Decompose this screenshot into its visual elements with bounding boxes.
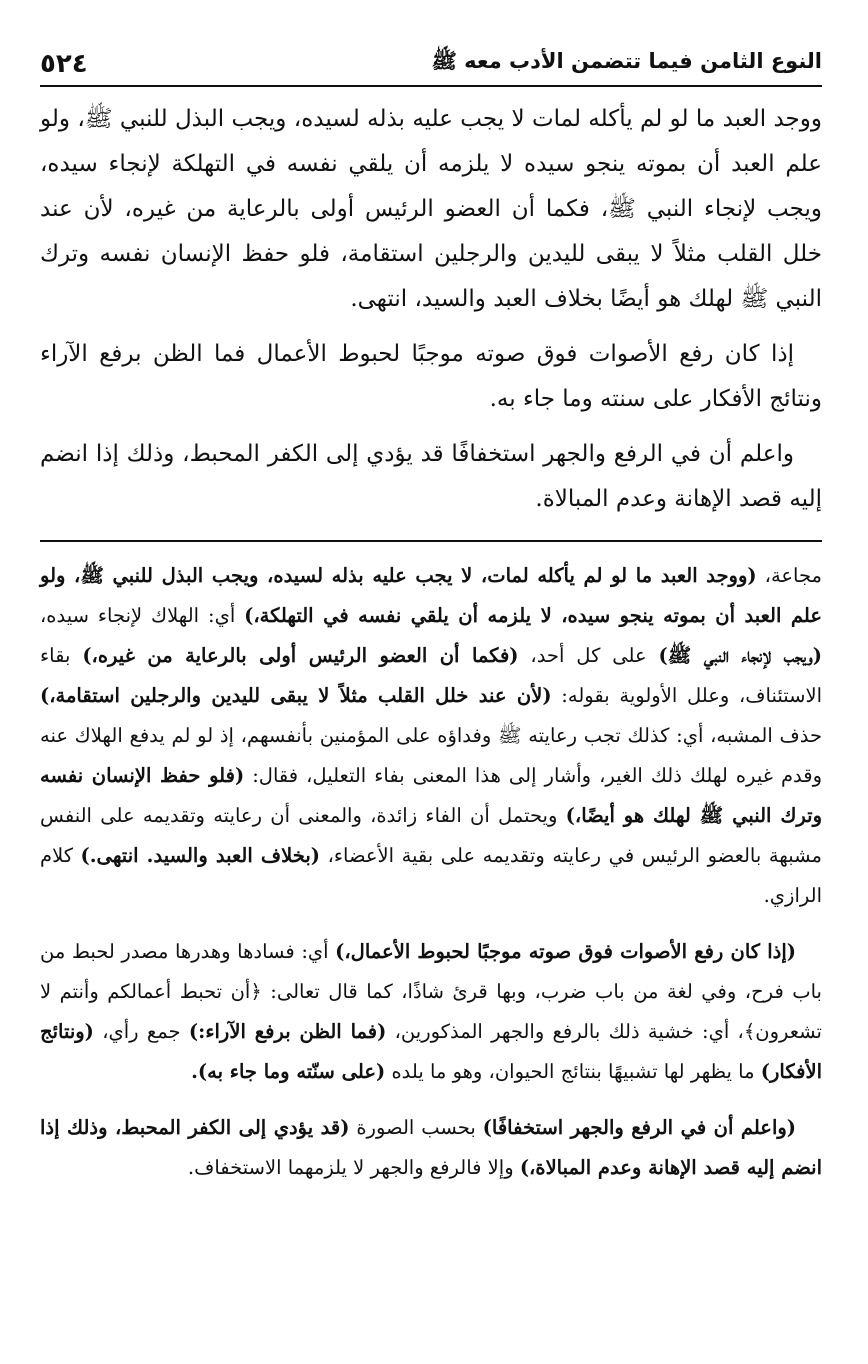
commentary-text: أي: الهلاك لإنجاء سيده، [40,604,245,627]
quoted-matn: (ووجد العبد ما لو لم يأكله لمات، لا يجب عليه بذله لسيده، ويجب البذل للنبي ﷺ، ولو علم العبد أن بموته ينجو سيده، لا يلزمه أن يلقي نفسه في التهلكة،) [40,564,822,627]
commentary-paragraph [40,556,822,916]
running-header [40,48,822,87]
quoted-matn: (واعلم أن في الرفع والجهر استخفافًا) [482,1116,797,1139]
commentary-paragraph [40,1108,822,1188]
commentary-text: مجاعة، [756,564,823,587]
quoted-matn: (ونتائج الأفكار) [40,1020,822,1083]
quoted-matn: (على سنّته وما جاء به). [191,1060,386,1083]
commentary-text: كلام الرازي. [40,844,822,907]
commentary-text: ما يظهر لها تشبيهًا بنتائج الحيوان، وهو ما يلده [385,1060,761,1083]
book-page [40,48,822,1204]
commentary-text: حذف المشبه، أي: كذلك تجب رعايته ﷺ وفداؤه على المؤمنين بأنفسهم، إذ لو لم يدفع الهلاك عنه وقدم غيره لهلك ذلك الغير، وأشار إلى هذا المعنى بفاء التعليل، فقال: [40,724,822,787]
commentary-text: وإلا فالرفع والجهر لا يلزمهما الاستخفاف. [187,1156,520,1179]
quoted-matn: (لأن عند خلل القلب مثلاً لا يبقى لليدين والرجلين استقامة،) [40,684,552,707]
page-number: ٥٢٤ [40,49,88,79]
quoted-matn: (قد يؤدي إلى الكفر المحبط، وذلك إذا انضم إليه قصد الإهانة وعدم المبالاة،) [40,1116,822,1179]
commentary-paragraph [40,932,822,1092]
main-paragraph: إذا كان رفع الأصوات فوق صوته موجبًا لحبوط الأعمال فما الظن برفع الآراء ونتائج الأفكار على سنته وما جاء به. [40,341,822,412]
running-title: النوع الثامن فيما تتضمن الأدب معه ﷺ [431,49,822,73]
main-paragraph: واعلم أن في الرفع والجهر استخفافًا قد يؤدي إلى الكفر المحبط، وذلك إذا انضم إليه قصد الإهانة وعدم المبالاة. [40,441,822,512]
commentary [40,556,822,1188]
quoted-matn: (فما الظن برفع الآراء:) [188,1020,387,1043]
commentary-text: بحسب الصورة [349,1116,483,1139]
footnote-divider [40,540,822,542]
main-text [40,97,822,522]
quoted-matn: (إذا كان رفع الأصوات فوق صوته موجبًا لحبوط الأعمال،) [335,940,796,963]
commentary-text: على كل أحد، [518,644,659,667]
quoted-matn: (ويجب لإنجاء النبي ﷺ) [658,644,822,667]
main-paragraph: ووجد العبد ما لو لم يأكله لمات لا يجب عليه بذله لسيده، ويجب البذل للنبي ﷺ، ولو علم العبد أن بموته ينجو سيده لا يلزمه أن يلقي نفسه في التهلكة لإنجاء سيده، ويجب لإنجاء النبي ﷺ، فكما أن العضو الرئيس أولى بالرعاية من غيره، لأن عند خلل القلب مثلاً لا يبقى لليدين والرجلين استقامة، فلو حفظ الإنسان نفسه وترك النبي ﷺ لهلك هو أيضًا بخلاف العبد والسيد، انتهى. [40,106,822,312]
quoted-matn: (فكما أن العضو الرئيس أولى بالرعاية من غيره،) [82,644,519,667]
commentary-text: بقاء الاستئناف، وعلل الأولوية بقوله: [40,644,822,707]
commentary-text: أي: فسادها وهدرها مصدر لحبط من باب فرح، وفي لغة من باب ضرب، وبها قرئ شاذًا، كما قال تعالى: ﴿أن تحبط أعمالكم وأنتم لا تشعرون﴾، أي: خشية ذلك بالرفع والجهر المذكورين، [40,940,822,1043]
quoted-matn: (فلو حفظ الإنسان نفسه وترك النبي ﷺ لهلك هو أيضًا،) [40,764,822,827]
quoted-matn: (بخلاف العبد والسيد. انتهى.) [80,844,321,867]
commentary-text: جمع رأي، [93,1020,189,1043]
commentary-text: ويحتمل أن الفاء زائدة، والمعنى أن رعايته وتقديمه على النفس مشبهة بالعضو الرئيس في رعايته وتقديمه على بقية الأعضاء، [40,804,822,867]
